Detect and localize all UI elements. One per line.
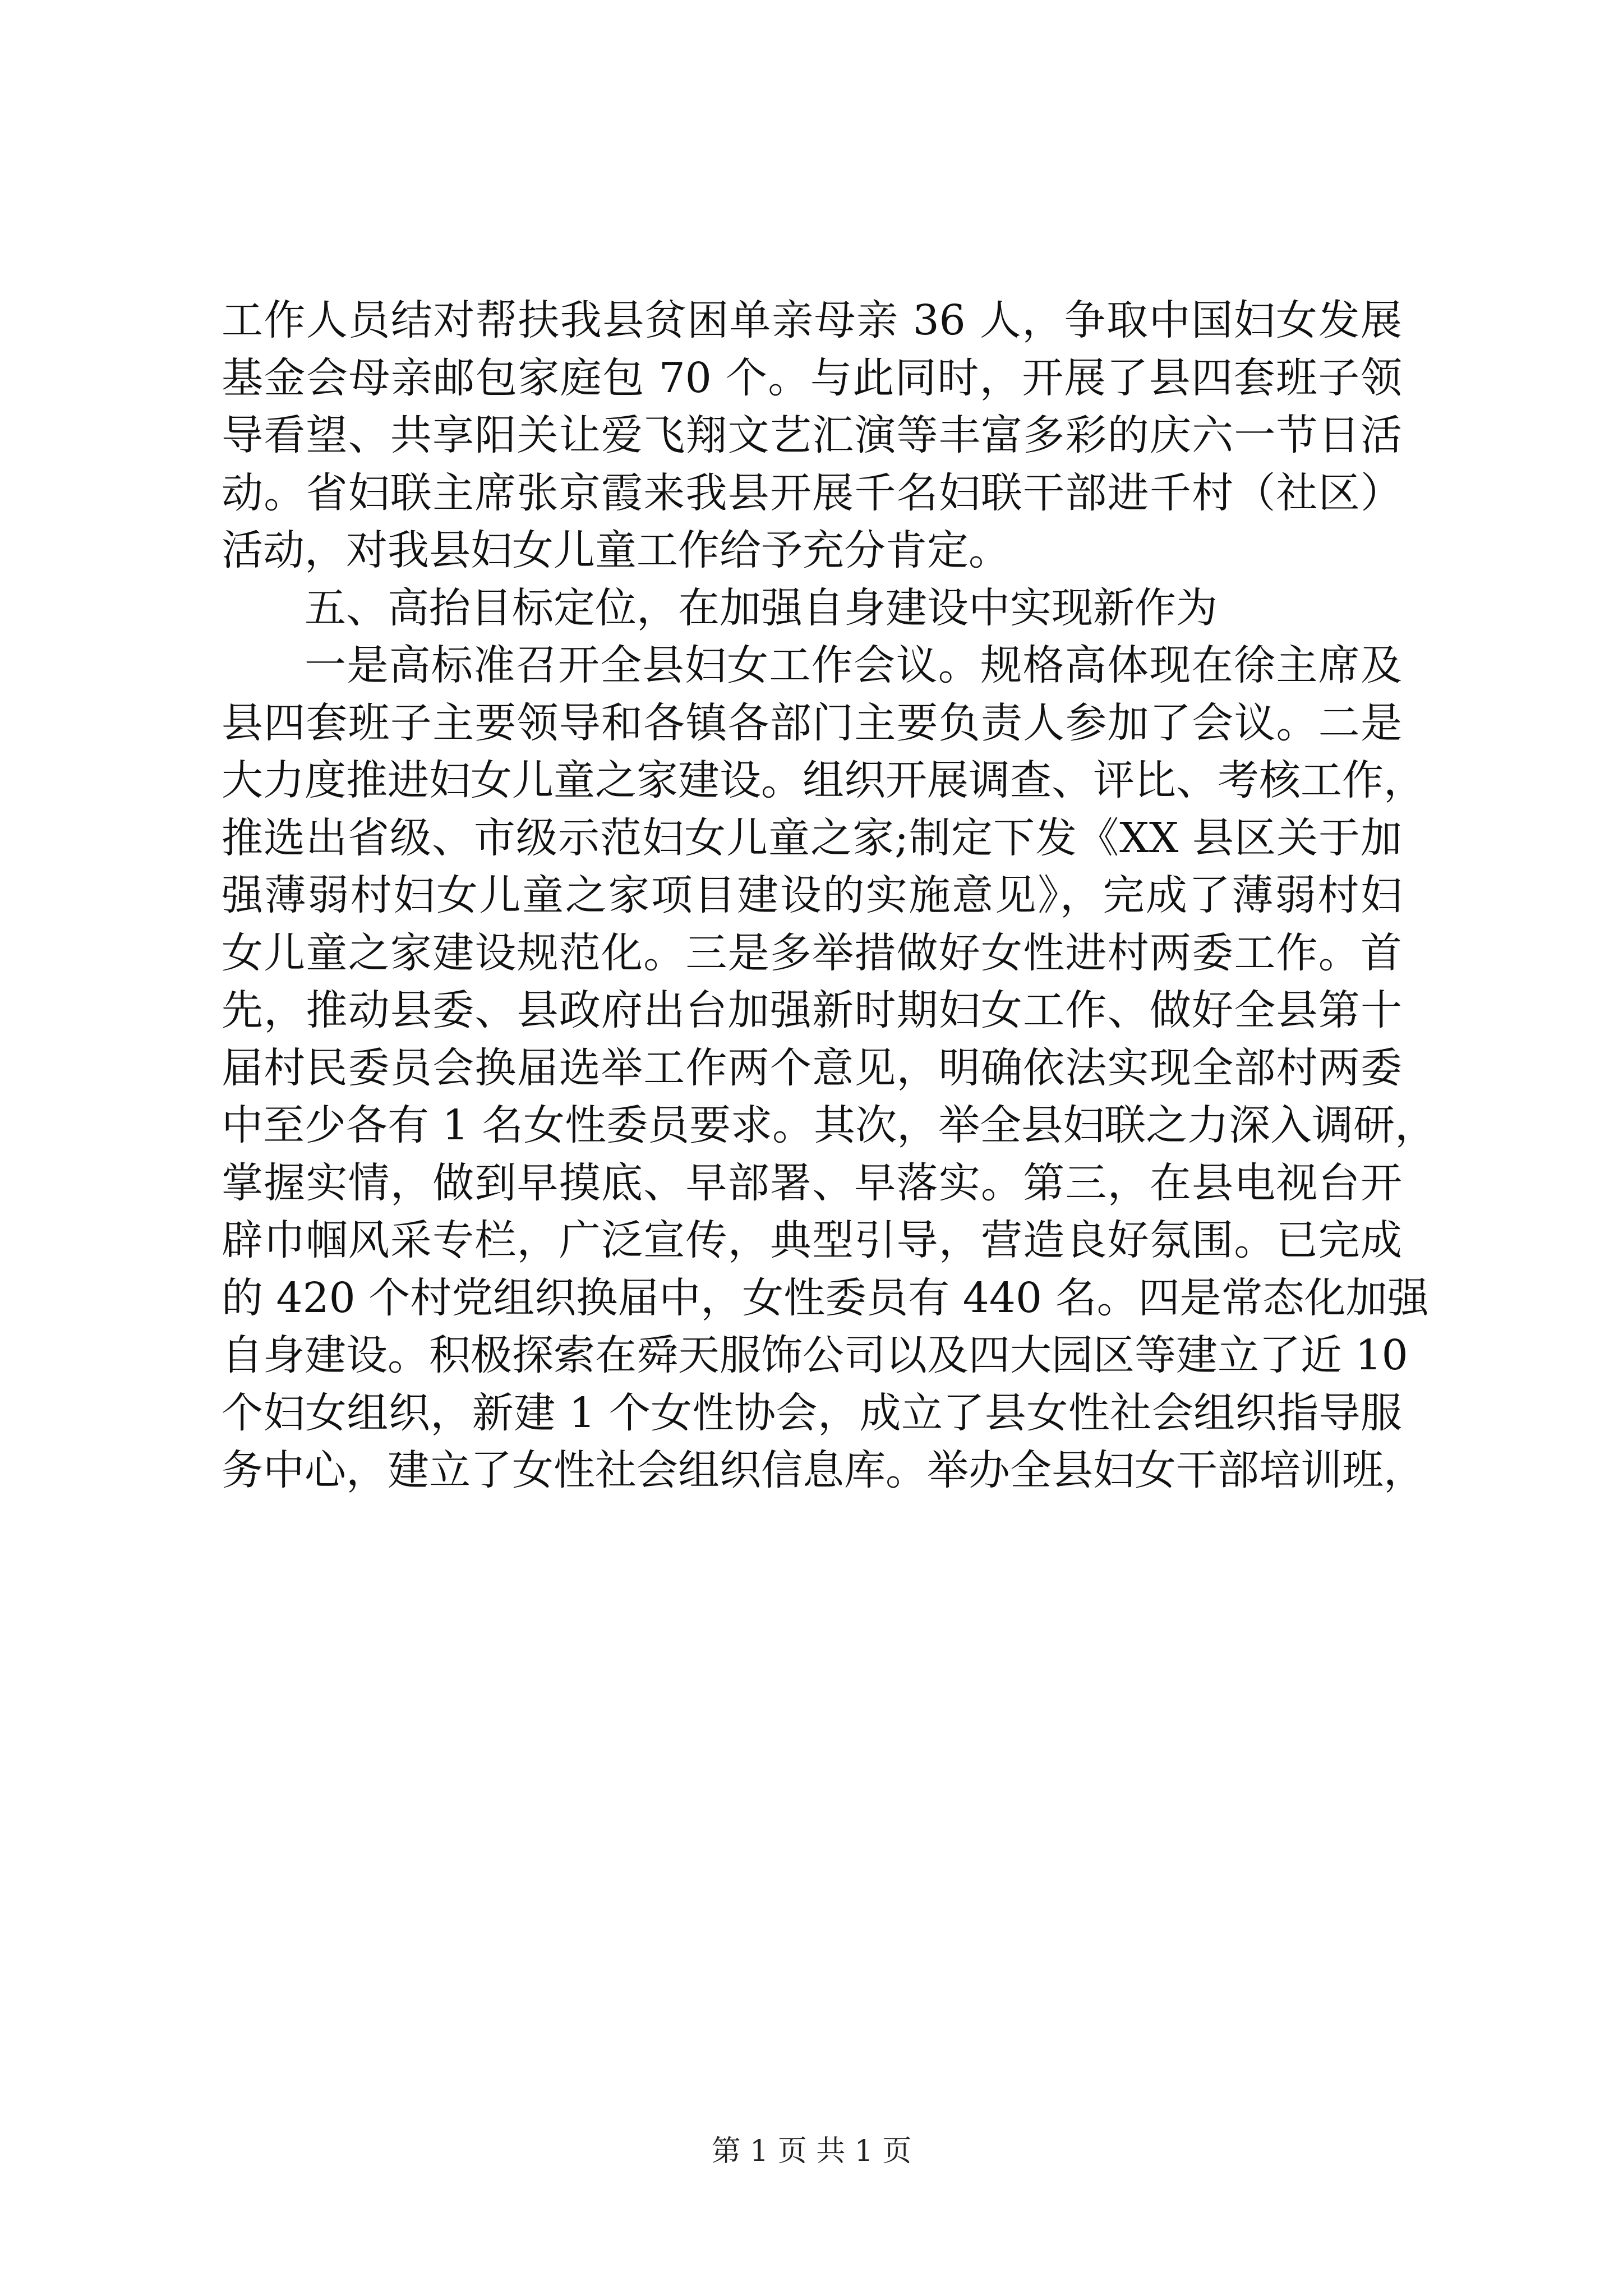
- paragraph-first-line: 一是高标准召开全县妇女工作会议。规格高体现在徐主席及: [305, 641, 1402, 689]
- text-line: 自身建设。积极探索在舜天服饰公司以及四大园区等建立了近 10: [222, 1331, 1408, 1379]
- text-line: 推选出省级、市级示范妇女儿童之家;制定下发《XX 县区关于加: [222, 813, 1402, 862]
- text-line: 活动，对我县妇女儿童工作给予充分肯定。: [222, 526, 1010, 574]
- text-line: 县四套班子主要领导和各镇各部门主要负责人参加了会议。二是: [222, 698, 1402, 747]
- text-line: 的 420 个村党组织换届中，女性委员有 440 名。四是常态化加强: [222, 1273, 1429, 1322]
- text-line: 大力度推进妇女儿童之家建设。组织开展调查、评比、考核工作，: [222, 756, 1425, 804]
- text-line: 强薄弱村妇女儿童之家项目建设的实施意见》，完成了薄弱村妇: [222, 871, 1402, 919]
- text-line: 个妇女组织，新建 1 个女性协会，成立了县女性社会组织指导服: [222, 1388, 1402, 1437]
- section-heading: 五、高抬目标定位，在加强自身建设中实现新作为: [305, 583, 1218, 632]
- text-line: 届村民委员会换届选举工作两个意见，明确依法实现全部村两委: [222, 1043, 1402, 1092]
- text-line: 务中心，建立了女性社会组织信息库。举办全县妇女干部培训班，: [222, 1446, 1425, 1494]
- text-line: 先，推动县委、县政府出台加强新时期妇女工作、做好全县第十: [222, 986, 1402, 1034]
- body-text: [222, 292, 1437, 1499]
- text-line: 导看望、共享阳关让爱飞翔文艺汇演等丰富多彩的庆六一节日活: [222, 411, 1402, 459]
- page-footer: 第 1 页 共 1 页: [711, 2134, 912, 2168]
- text-line: 辟巾帼风采专栏，广泛宣传，典型引导，营造良好氛围。已完成: [222, 1216, 1402, 1264]
- text-line: 女儿童之家建设规范化。三是多举措做好女性进村两委工作。首: [222, 928, 1402, 977]
- text-line: 工作人员结对帮扶我县贫困单亲母亲 36 人，争取中国妇女发展: [222, 296, 1402, 344]
- text-line: 基金会母亲邮包家庭包 70 个。与此同时，开展了县四套班子领: [222, 353, 1402, 402]
- text-line: 动。省妇联主席张京霞来我县开展千名妇联干部进千村（社区）: [222, 468, 1402, 517]
- text-line: 掌握实情，做到早摸底、早部署、早落实。第三，在县电视台开: [222, 1158, 1402, 1207]
- text-line: 中至少各有 1 名女性委员要求。其次，举全县妇联之力深入调研，: [222, 1101, 1437, 1149]
